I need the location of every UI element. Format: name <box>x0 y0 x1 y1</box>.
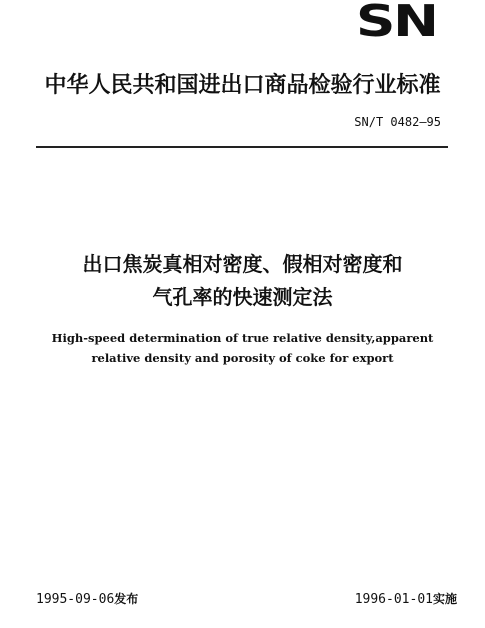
implement-label: 实施 <box>432 592 457 606</box>
sn-logo: SN <box>356 0 437 47</box>
chinese-title <box>0 248 485 314</box>
standard-category-title: 中华人民共和国进出口商品检验行业标准 <box>44 73 441 98</box>
chinese-title-line-1: 出口焦炭真相对密度、假相对密度和 <box>82 252 403 276</box>
english-title-line-1: High-speed determination of true relative density,apparent <box>51 331 434 345</box>
standard-code: SN/T 0482—95 <box>354 115 441 129</box>
chinese-title-line-2: 气孔率的快速测定法 <box>152 285 333 309</box>
english-title-line-2: relative density and porosity of coke for export <box>91 351 394 365</box>
implement-date: 1996-01-01 <box>354 592 433 607</box>
issue-label: 发布 <box>114 592 139 606</box>
issue-date: 1995-09-06 <box>36 592 115 607</box>
header-divider <box>36 146 448 148</box>
implement-date-block <box>355 590 457 607</box>
english-title <box>0 328 485 368</box>
issue-date-block <box>36 590 138 607</box>
